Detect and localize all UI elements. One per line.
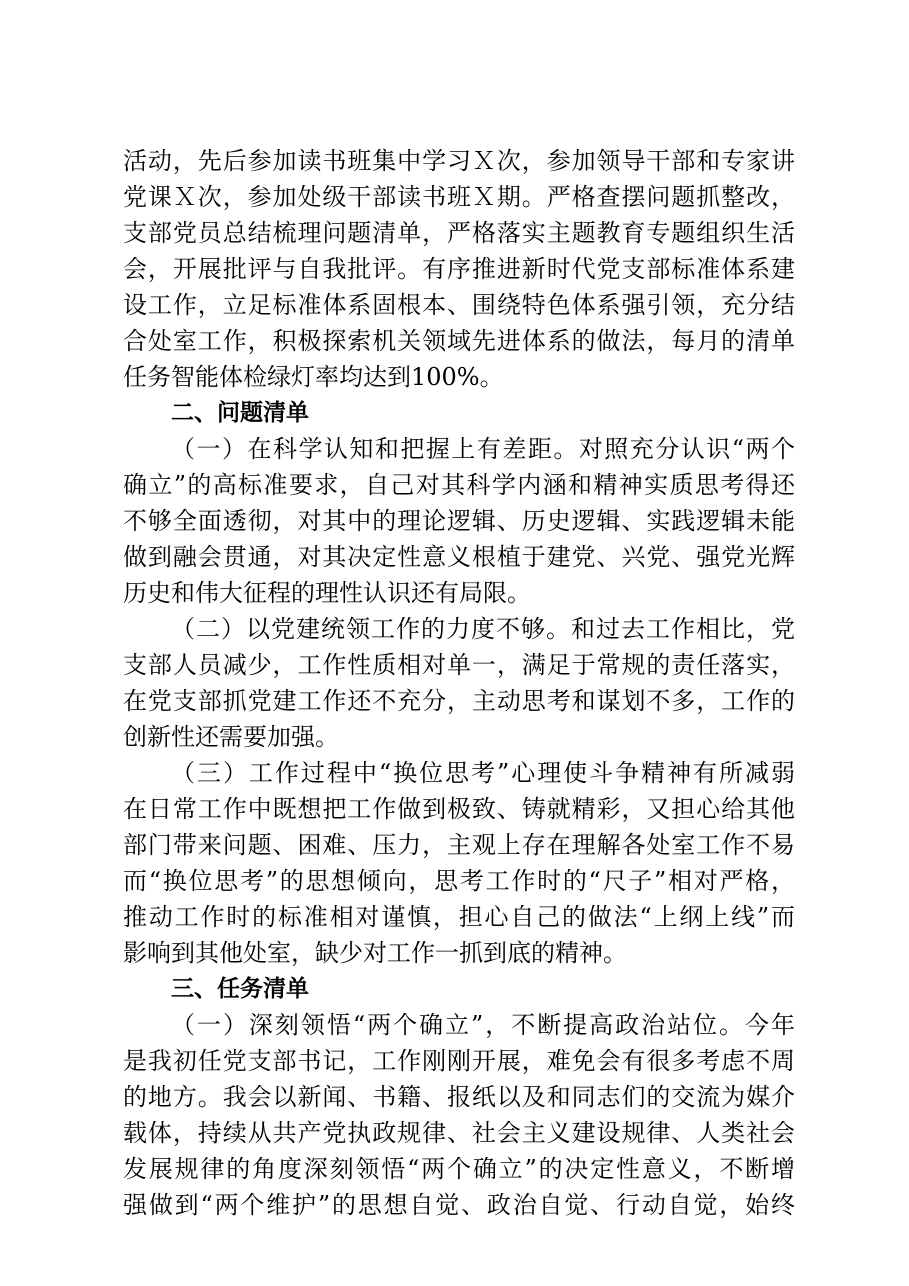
paragraph-line: 强做到“两个维护”的思想自觉、政治自觉、行动自觉，始终 — [123, 1191, 795, 1219]
paragraph-line: 是我初任党支部书记，工作刚刚开展，难免会有很多考虑不周 — [123, 1047, 795, 1075]
paragraph-line: 会，开展批评与自我批评。有序推进新时代党支部标准体系建 — [123, 255, 795, 283]
paragraph-line: 推动工作时的标准相对谨慎，担心自己的做法“上纲上线”而 — [123, 903, 795, 931]
paragraph-last-line: 任务智能体检绿灯率均达到100%。 — [123, 363, 504, 391]
document-page — [123, 143, 795, 1223]
paragraph-line: 载体，持续从共产党执政规律、社会主义建设规律、人类社会 — [123, 1119, 795, 1147]
section-heading: 三、任务清单 — [171, 976, 309, 1002]
paragraph-line: 确立”的高标准要求，自己对其科学内涵和精神实质思考得还 — [123, 471, 795, 499]
paragraph-line: 的地方。我会以新闻、书籍、报纸以及和同志们的交流为媒介 — [123, 1083, 795, 1111]
paragraph-line: 而“换位思考”的思想倾向，思考工作时的“尺子”相对严格， — [123, 867, 795, 895]
paragraph-first-line: （一）深刻领悟“两个确立”，不断提高政治站位。今年 — [171, 1011, 795, 1039]
paragraph-last-line: 影响到其他处室，缺少对工作一抓到底的精神。 — [123, 939, 627, 967]
paragraph-line: 活动，先后参加读书班集中学习Ｘ次，参加领导干部和专家讲 — [123, 147, 795, 175]
paragraph-line: 部门带来问题、困难、压力，主观上存在理解各处室工作不易 — [123, 831, 795, 859]
paragraph-first-line: （一）在科学认知和把握上有差距。对照充分认识“两个 — [171, 435, 795, 463]
paragraph-line: 支部人员减少，工作性质相对单一，满足于常规的责任落实， — [123, 651, 795, 679]
paragraph-line: 党课Ｘ次，参加处级干部读书班Ｘ期。严格查摆问题抓整改， — [123, 183, 795, 211]
paragraph-line: 发展规律的角度深刻领悟“两个确立”的决定性意义，不断增 — [123, 1155, 795, 1183]
paragraph-line: 设工作，立足标准体系固根本、围绕特色体系强引领，充分结 — [123, 291, 795, 319]
paragraph-line: 合处室工作，积极探索机关领域先进体系的做法，每月的清单 — [123, 327, 795, 355]
paragraph-line: 在日常工作中既想把工作做到极致、铸就精彩，又担心给其他 — [123, 795, 795, 823]
paragraph-first-line: （三）工作过程中“换位思考”心理使斗争精神有所减弱 — [171, 759, 795, 787]
paragraph-line: 做到融会贯通，对其决定性意义根植于建党、兴党、强党光辉 — [123, 543, 795, 571]
paragraph-last-line: 创新性还需要加强。 — [123, 723, 339, 751]
paragraph-first-line: （二）以党建统领工作的力度不够。和过去工作相比，党 — [171, 615, 795, 643]
section-heading: 二、问题清单 — [171, 400, 309, 426]
paragraph-line: 不够全面透彻，对其中的理论逻辑、历史逻辑、实践逻辑未能 — [123, 507, 795, 535]
paragraph-line: 在党支部抓党建工作还不充分，主动思考和谋划不多，工作的 — [123, 687, 795, 715]
paragraph-last-line: 历史和伟大征程的理性认识还有局限。 — [123, 579, 531, 607]
paragraph-line: 支部党员总结梳理问题清单，严格落实主题教育专题组织生活 — [123, 219, 795, 247]
